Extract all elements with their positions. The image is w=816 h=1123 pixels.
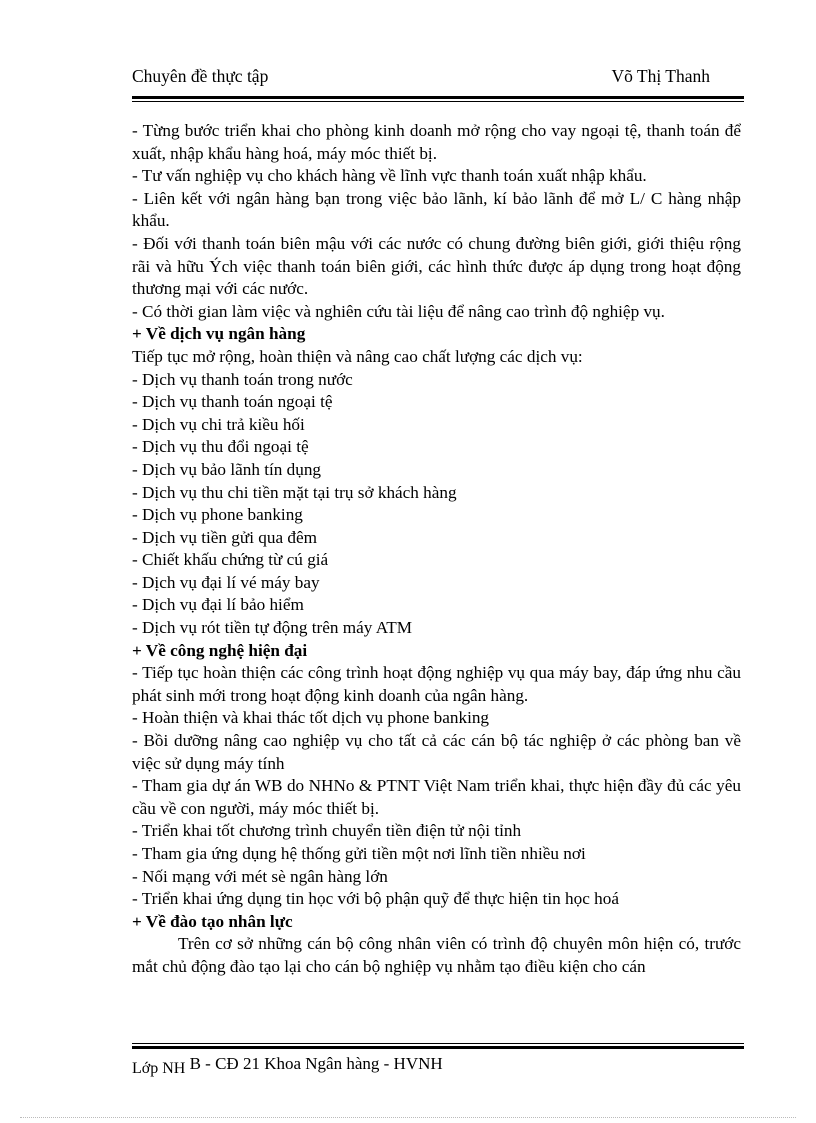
header-rule-thin <box>132 101 744 102</box>
page-header <box>132 66 744 94</box>
paragraph: - Dịch vụ đại lí vé máy bay <box>132 572 320 592</box>
paragraph: - Tham gia ứng dụng hệ thống gửi tiền một nơi lĩnh tiền nhiều nơi <box>132 844 586 863</box>
paragraph: - Từng bước triển khai cho phòng kinh doanh mở rộng cho vay ngoại tệ, thanh toán để xuất, nhập khẩu hàng hoá, máy móc thiết bị. <box>132 121 741 163</box>
header-author-name: Võ Thị Thanh <box>611 66 710 86</box>
paragraph: - Đối với thanh toán biên mậu với các nước có chung đường biên giới, giới thiệu rộng rãi và hữu Ých việc thanh toán biên giới, các hình thức được áp dụng trong hoạt động thương mại với các nước. <box>132 233 741 299</box>
section-heading: + Về dịch vụ ngân hàng <box>132 324 306 344</box>
paragraph: - Triển khai ứng dụng tin học với bộ phận quỹ để thực hiện tin học hoá <box>132 889 619 909</box>
paragraph: - Dịch vụ rót tiền tự động trên máy ATM <box>132 618 412 638</box>
footer-class-prefix: Lớp NH <box>132 1060 186 1077</box>
paragraph: - Dịch vụ tiền gửi qua đêm <box>132 527 317 547</box>
footer-class-info: B - CĐ 21 Khoa Ngân hàng - HVNH <box>189 1054 443 1073</box>
page-bottom-dotted-line <box>20 1117 796 1119</box>
section-heading: + Về công nghệ hiện đại <box>132 640 308 660</box>
paragraph: - Tư vấn nghiệp vụ cho khách hàng về lĩnh vực thanh toán xuất nhập khẩu. <box>132 166 647 186</box>
paragraph: - Chiết khấu chứng từ cú giá <box>132 550 329 570</box>
paragraph: - Nối mạng với mét sè ngân hàng lớn <box>132 866 388 886</box>
paragraph: - Dịch vụ chi trả kiều hối <box>132 414 305 434</box>
paragraph: - Dịch vụ bảo lãnh tín dụng <box>132 459 322 479</box>
paragraph: Tiếp tục mở rộng, hoàn thiện và nâng cao chất lượng các dịch vụ: <box>132 346 583 366</box>
paragraph: - Có thời gian làm việc và nghiên cứu tài liệu để nâng cao trình độ nghiệp vụ. <box>132 301 665 321</box>
paragraph: - Tham gia dự án WB do NHNo & PTNT Việt Nam triển khai, thực hiện đầy đủ các yêu cầu về con người, máy móc thiết bị. <box>132 776 741 818</box>
body-text <box>132 120 741 979</box>
section-heading: + Về đào tạo nhân lực <box>132 911 293 931</box>
paragraph: - Dịch vụ đại lí bảo hiểm <box>132 595 304 615</box>
paragraph: - Dịch vụ phone banking <box>132 505 303 525</box>
paragraph: - Dịch vụ thanh toán trong nước <box>132 369 353 389</box>
paragraph: - Dịch vụ thanh toán ngoại tệ <box>132 392 333 412</box>
header-document-title: Chuyên đề thực tập <box>132 66 269 86</box>
page-footer <box>132 1054 443 1077</box>
paragraph: - Bồi dưỡng nâng cao nghiệp vụ cho tất cả các cán bộ tác nghiệp ở các phòng ban về việc sử dụng máy tính <box>132 731 741 773</box>
paragraph: - Dịch vụ thu đổi ngoại tệ <box>132 437 309 457</box>
paragraph: Trên cơ sở những cán bộ công nhân viên có trình độ chuyên môn hiện có, trước mắt chủ động đào tạo lại cho cán bộ nghiệp vụ nhằm tạo điều kiện cho cán <box>132 934 741 976</box>
paragraph: - Triển khai tốt chương trình chuyển tiền điện tử nội tỉnh <box>132 821 522 841</box>
header-rule-thick <box>132 96 744 99</box>
footer-rule-thick <box>132 1046 744 1049</box>
paragraph: - Hoàn thiện và khai thác tốt dịch vụ phone banking <box>132 708 490 728</box>
footer-rule-thin <box>132 1043 744 1044</box>
paragraph: - Dịch vụ thu chi tiền mặt tại trụ sở khách hàng <box>132 482 457 502</box>
paragraph: - Liên kết với ngân hàng bạn trong việc bảo lãnh, kí bảo lãnh để mở L/ C hàng nhập khẩu. <box>132 188 741 231</box>
paragraph: - Tiếp tục hoàn thiện các công trình hoạt động nghiệp vụ qua máy bay, đáp ứng nhu cầu phát sinh mới trong hoạt động kinh doanh của ngân hàng. <box>132 663 741 705</box>
